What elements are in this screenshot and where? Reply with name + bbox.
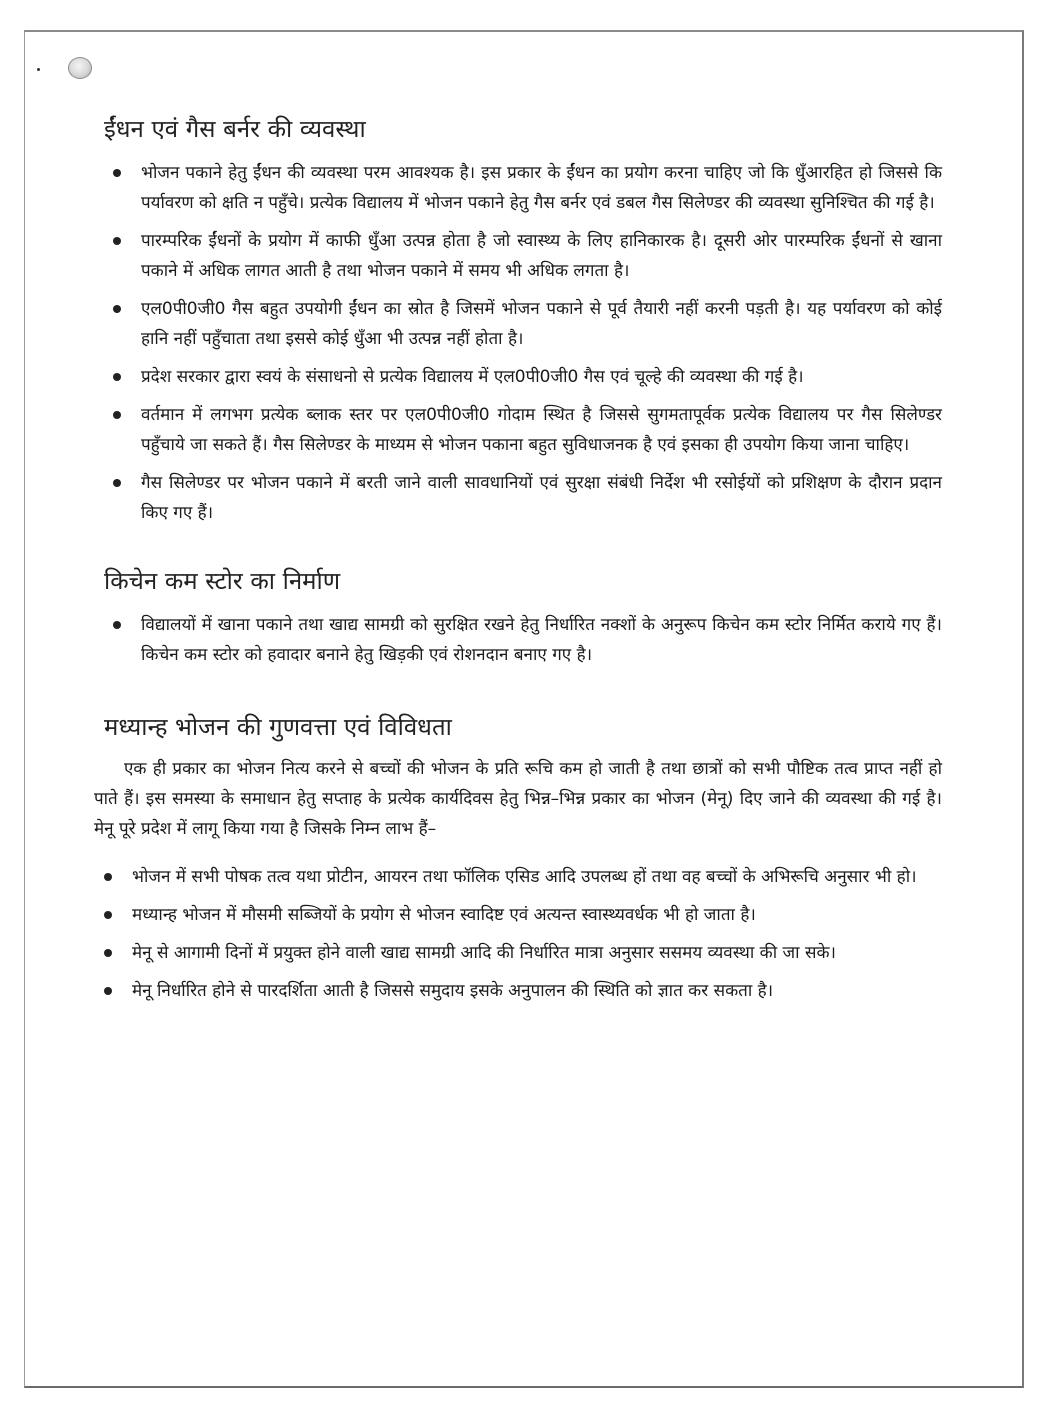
bullet-icon [113,621,121,629]
quality-bullet-list [104,862,942,1006]
bullet-icon [104,949,112,957]
list-item-text: भोजन पकाने हेतु ईंधन की व्यवस्था परम आवश्यक है। इस प्रकार के ईंधन का प्रयोग करना चाहिए जो कि धुँआरहित हो जिससे कि पर्यावरण को क्षति न पहुँचे। प्रत्येक विद्यालय में भोजन पकाने हेतु गैस बर्नर एवं डबल गैस सिलेण्डर की व्यवस्था सुनिश्चित की गई है। [141,163,942,213]
list-item [104,938,942,968]
scan-speck [37,68,40,71]
list-item [104,610,942,670]
list-item-text: गैस सिलेण्डर पर भोजन पकाने में बरती जाने वाली सावधानियों एवं सुरक्षा संबंधी निर्देश भी रसोईयों को प्रशिक्षण के दौरान प्रदान किए गए हैं। [141,473,942,523]
bullet-icon [113,411,121,419]
bullet-icon [113,169,121,177]
bullet-icon [113,237,121,245]
list-item [104,976,942,1006]
kitchen-bullet-list [104,610,942,670]
list-item [104,226,942,286]
list-item [104,362,942,392]
list-item [104,862,942,892]
list-item [104,400,942,460]
bullet-icon [113,479,121,487]
list-item-text: प्रदेश सरकार द्वारा स्वयं के संसाधनो से प्रत्येक विद्यालय में एल0पी0जी0 गैस एवं चूल्हे की व्यवस्था की गई है। [141,367,804,387]
section-heading-quality: मध्यान्ह भोजन की गुणवत्ता एवं विविधता [104,713,452,741]
fuel-bullet-list [104,158,942,528]
document-body [94,112,942,1014]
bullet-icon [104,873,112,881]
list-item-text: मध्यान्ह भोजन में मौसमी सब्जियों के प्रयोग से भोजन स्वादिष्ट एवं अत्यन्त स्वास्थ्यवर्धक भी हो जाता है। [132,905,756,925]
list-item [104,294,942,354]
list-item-text: मेनू से आगामी दिनों में प्रयुक्त होने वाली खाद्य सामग्री आदि की निर्धारित मात्रा अनुसार ससमय व्यवस्था की जा सके। [132,943,836,963]
quality-intro-paragraph: एक ही प्रकार का भोजन नित्य करने से बच्चों की भोजन के प्रति रूचि कम हो जाती है तथा छात्रों को सभी पौष्टिक तत्व प्राप्त नहीं हो पाते हैं। इस समस्या के समाधान हेतु सप्ताह के प्रत्येक कार्यदिवस हेतु भिन्न–भिन्न प्रकार का भोजन (मेनू) दिए जाने की व्यवस्था की गई है। मेनू पूरे प्रदेश में लागू किया गया है जिसके निम्न लाभ हैं– [94,759,942,839]
list-item [104,900,942,930]
bullet-icon [104,911,112,919]
list-item-text: भोजन में सभी पोषक तत्व यथा प्रोटीन, आयरन तथा फॉलिक एसिड आदि उपलब्ध हों तथा वह बच्चों के अभिरूचि अनुसार भी हो। [132,867,917,887]
list-item-text: पारम्परिक ईंधनों के प्रयोग में काफी धुँआ उत्पन्न होता है जो स्वास्थ्य के लिए हानिकारक है। दूसरी ओर पारम्परिक ईंधनों से खाना पकाने में अधिक लागत आती है तथा भोजन पकाने में समय भी अधिक लगता है। [141,231,942,281]
list-item [104,468,942,528]
bullet-icon [113,305,121,313]
punch-hole-mark [68,57,92,79]
bullet-icon [104,987,112,995]
list-item-text: एल0पी0जी0 गैस बहुत उपयोगी ईंधन का स्रोत है जिसमें भोजन पकाने से पूर्व तैयारी नहीं करनी पड़ती है। यह पर्यावरण को कोई हानि नहीं पहुँचाता तथा इससे कोई धुँआ भी उत्पन्न नहीं होता है। [141,299,942,349]
section-heading-fuel: ईंधन एवं गैस बर्नर की व्यवस्था [104,115,366,143]
list-item-text: मेनू निर्धारित होने से पारदर्शिता आती है जिससे समुदाय इसके अनुपालन की स्थिति को ज्ञात कर सकता है। [132,981,774,1001]
bullet-icon [113,373,121,381]
list-item-text: विद्यालयों में खाना पकाने तथा खाद्य सामग्री को सुरक्षित रखने हेतु निर्धारित नक्शों के अनुरूप किचेन कम स्टोर निर्मित कराये गए हैं। किचेन कम स्टोर को हवादार बनाने हेतु खिड़की एवं रोशनदान बनाए गए है। [141,615,942,665]
list-item [104,158,942,218]
list-item-text: वर्तमान में लगभग प्रत्येक ब्लाक स्तर पर एल0पी0जी0 गोदाम स्थित है जिससे सुगमतापूर्वक प्रत्येक विद्यालय पर गैस सिलेण्डर पहुँचाये जा सकते हैं। गैस सिलेण्डर के माध्यम से भोजन पकाना बहुत सुविधाजनक है एवं इसका ही उपयोग किया जाना चाहिए। [141,405,942,455]
section-heading-kitchen: किचेन कम स्टोर का निर्माण [104,567,341,595]
